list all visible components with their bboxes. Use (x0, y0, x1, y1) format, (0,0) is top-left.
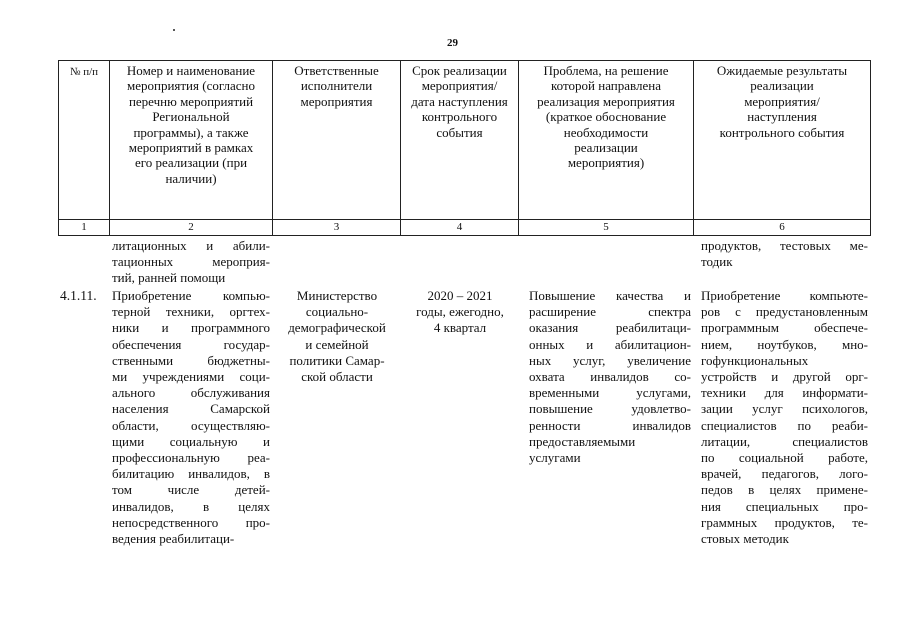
text-line: предоставляемыми (529, 433, 636, 449)
text-line: ведения реабилитаци- (112, 531, 235, 547)
text-line: тий, ранней помощи (112, 270, 226, 286)
text-line: врачей, педагогов, лого- (701, 466, 868, 482)
text-line: устройств и другой орг- (701, 369, 868, 385)
text-line: Номер и наименование (126, 63, 256, 78)
text-line: программы), а также (133, 124, 249, 140)
text-line: охвата инвалидов со- (529, 369, 691, 385)
text-line: реализации (750, 78, 814, 94)
text-line: профессиональную реа- (112, 450, 270, 466)
text-line: услугами (529, 450, 581, 466)
text-line: Срок реализации (412, 63, 507, 78)
text-line: стовых методик (701, 531, 789, 547)
text-line: которой направлена (551, 78, 661, 94)
text-line: гофункциональных (701, 352, 809, 368)
text-line: онных и абилитацион- (529, 336, 691, 352)
text-line: Ожидаемые результаты (716, 63, 848, 78)
text-line: ники и программного (112, 320, 270, 336)
scan-speck (173, 29, 175, 31)
text-line: мероприятия) (567, 155, 645, 171)
table-header-row (59, 61, 871, 220)
text-line: Проблема, на решение (543, 63, 669, 78)
text-line: и семейной (305, 336, 369, 352)
text-line: реализация мероприятия (537, 93, 675, 109)
row-term (403, 288, 517, 337)
text-line: Приобретение компьюте- (701, 288, 868, 303)
text-line: мероприятия (согласно (126, 78, 255, 94)
text-line: перечню мероприятий (128, 93, 254, 109)
text-line: ных услуг, увеличение (529, 352, 691, 368)
text-line: события (436, 124, 483, 140)
row-measure-name (112, 288, 270, 547)
text-line: (краткое обоснование (545, 109, 667, 125)
text-line: годы, ежегодно, (416, 304, 504, 320)
text-line: щими социальную и (112, 433, 270, 449)
row-executor (276, 288, 398, 385)
text-line: обеспечения государ- (112, 336, 270, 352)
text-line: ственными бюджетны- (112, 352, 270, 368)
text-line: зации услуг психологов, (701, 401, 868, 417)
page-number: 29 (447, 37, 458, 49)
text-line: литационных и абили- (112, 238, 270, 253)
text-line: 4 квартал (433, 320, 487, 336)
column-number: 3 (273, 220, 401, 236)
text-line: том числе детей- (112, 482, 270, 498)
text-line: ального обслуживания (112, 385, 270, 401)
text-line: наличии) (165, 170, 217, 186)
text-line: дата наступления (411, 93, 508, 109)
continuation-result-text (701, 238, 868, 270)
text-line: мероприятий в рамках (128, 140, 254, 156)
text-line: контрольного (421, 109, 498, 125)
text-line: мероприятия/ (744, 93, 820, 109)
header-number (59, 61, 110, 220)
text-line: инвалидов, в целях (112, 498, 270, 514)
text-line: исполнители (300, 78, 373, 94)
header-term (401, 61, 519, 220)
text-line: ренности инвалидов (529, 417, 691, 433)
measures-table (58, 60, 871, 236)
continuation-measure-text (112, 238, 270, 287)
text-line: демографической (288, 320, 386, 336)
text-line: тационных мероприя- (112, 254, 270, 270)
text-line: продуктов, тестовых ме- (701, 238, 868, 253)
text-line: техники для информати- (701, 385, 868, 401)
text-line: специалистов по реаби- (701, 417, 868, 433)
text-line: населения Самарской (112, 401, 270, 417)
text-line: оказания реабилитаци- (529, 320, 691, 336)
row-number: 4.1.11. (60, 288, 97, 303)
text-line: ров с предустановленным (701, 304, 868, 320)
text-line: контрольного события (719, 124, 845, 140)
column-number: 6 (694, 220, 871, 236)
text-line: 2020 – 2021 (427, 288, 493, 303)
text-line: программным обеспече- (701, 320, 868, 336)
text-line: социально- (305, 304, 369, 320)
text-line: педов в целях примене- (701, 482, 868, 498)
text-line: Приобретение компью- (112, 288, 270, 303)
text-line: области, осуществляю- (112, 417, 270, 433)
text-line: Повышение качества и (529, 288, 691, 303)
column-number: 1 (59, 220, 110, 236)
text-line: Ответственные (294, 63, 379, 78)
column-number: 2 (110, 220, 273, 236)
text-line: мероприятия (300, 93, 373, 109)
text-line: повышение удовлетво- (529, 401, 691, 417)
text-line: мероприятия/ (421, 78, 498, 94)
text-line: политики Самар- (289, 352, 385, 368)
text-line: ской области (301, 369, 373, 385)
text-line: Министерство (296, 288, 378, 303)
header-measure-name (110, 61, 273, 220)
text-line: временными услугами, (529, 385, 691, 401)
text-line: граммных продуктов, те- (701, 514, 868, 530)
text-line: его реализации (при (134, 155, 248, 171)
column-number: 5 (519, 220, 694, 236)
text-line: расширение спектра (529, 304, 691, 320)
text-line: реализации (574, 140, 638, 156)
text-line: терной техники, оргтех- (112, 304, 270, 320)
header-results (694, 61, 871, 220)
header-executors (273, 61, 401, 220)
header-problem (519, 61, 694, 220)
text-line: наступления (747, 109, 817, 125)
column-number: 4 (401, 220, 519, 236)
text-line: непосредственного про- (112, 514, 270, 530)
text-line: нием, ноутбуков, мно- (701, 336, 868, 352)
text-line: Региональной (152, 109, 230, 125)
column-numbers-row (59, 220, 871, 236)
text-line: необходимости (563, 124, 649, 140)
text-line: ния специальных про- (701, 498, 868, 514)
text-line: ми учреждениями соци- (112, 369, 270, 385)
row-result (701, 288, 868, 547)
row-problem (529, 288, 691, 466)
text-line: литации, специалистов (701, 433, 868, 449)
text-line: № п/п (69, 66, 99, 78)
text-line: по социальной работе, (701, 450, 868, 466)
text-line: тодик (701, 254, 733, 270)
text-line: билитацию инвалидов, в (112, 466, 270, 482)
